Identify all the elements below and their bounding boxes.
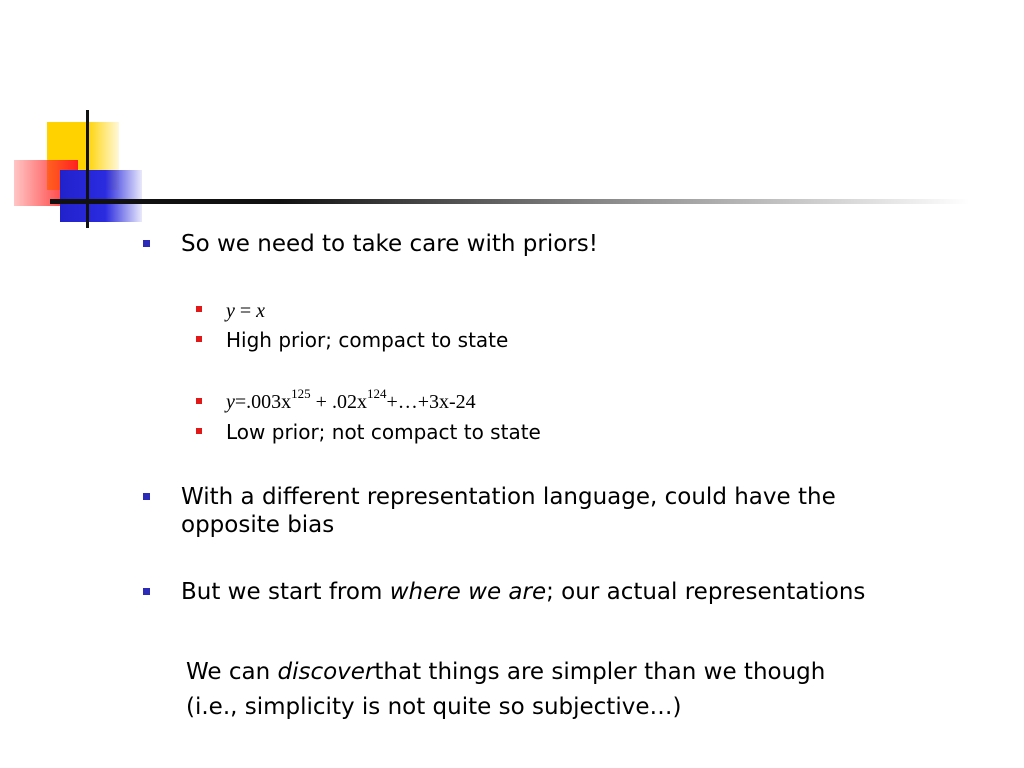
note-line-2 (186, 690, 681, 725)
subbullet-equation-complex (226, 386, 476, 414)
equation-part: +…+3x-24 (386, 391, 476, 413)
note-text-post: that things are simpler than we though (374, 659, 826, 685)
subbullet-low-prior (226, 420, 541, 444)
bullet-text: So we need to take care with priors! (181, 231, 598, 257)
bullet-text: High prior; compact to state (226, 328, 509, 352)
note-text-emphasis: discover (277, 659, 375, 685)
equation-equals: = (234, 300, 257, 322)
equation-y: y (226, 300, 235, 322)
bullet-square-icon (196, 428, 202, 434)
equation-exponent: 124 (366, 386, 387, 402)
bullet-square-icon (143, 588, 150, 595)
bullet-square-icon (196, 306, 202, 312)
equation-part: =.003x (234, 391, 292, 413)
equation-y: y (226, 391, 235, 413)
bullet-text: Low prior; not compact to state (226, 420, 541, 444)
equation-exponent: 125 (291, 386, 311, 402)
bullet-text-emphasis: where we are (389, 579, 547, 605)
bullet-text: With a different representation language, could have the opposite bias (181, 484, 836, 538)
equation-part: + .02x (310, 391, 367, 413)
bullet-priors (181, 230, 961, 258)
bullet-square-icon (143, 240, 150, 247)
equation-x: x (256, 300, 266, 322)
bullet-text-post: ; our actual representations (546, 579, 866, 605)
bullet-start-point (181, 578, 981, 606)
bullet-representation (181, 483, 921, 539)
subbullet-high-prior (226, 328, 508, 352)
note-text: (i.e., simplicity is not quite so subjective…) (186, 694, 682, 720)
note-text-pre: We can (186, 659, 278, 685)
bullet-square-icon (196, 398, 202, 404)
bullet-square-icon (196, 336, 202, 342)
bullet-square-icon (143, 493, 150, 500)
bullet-text-pre: But we start from (181, 579, 390, 605)
note-line-1 (186, 655, 825, 690)
subbullet-equation-simple (226, 298, 265, 323)
